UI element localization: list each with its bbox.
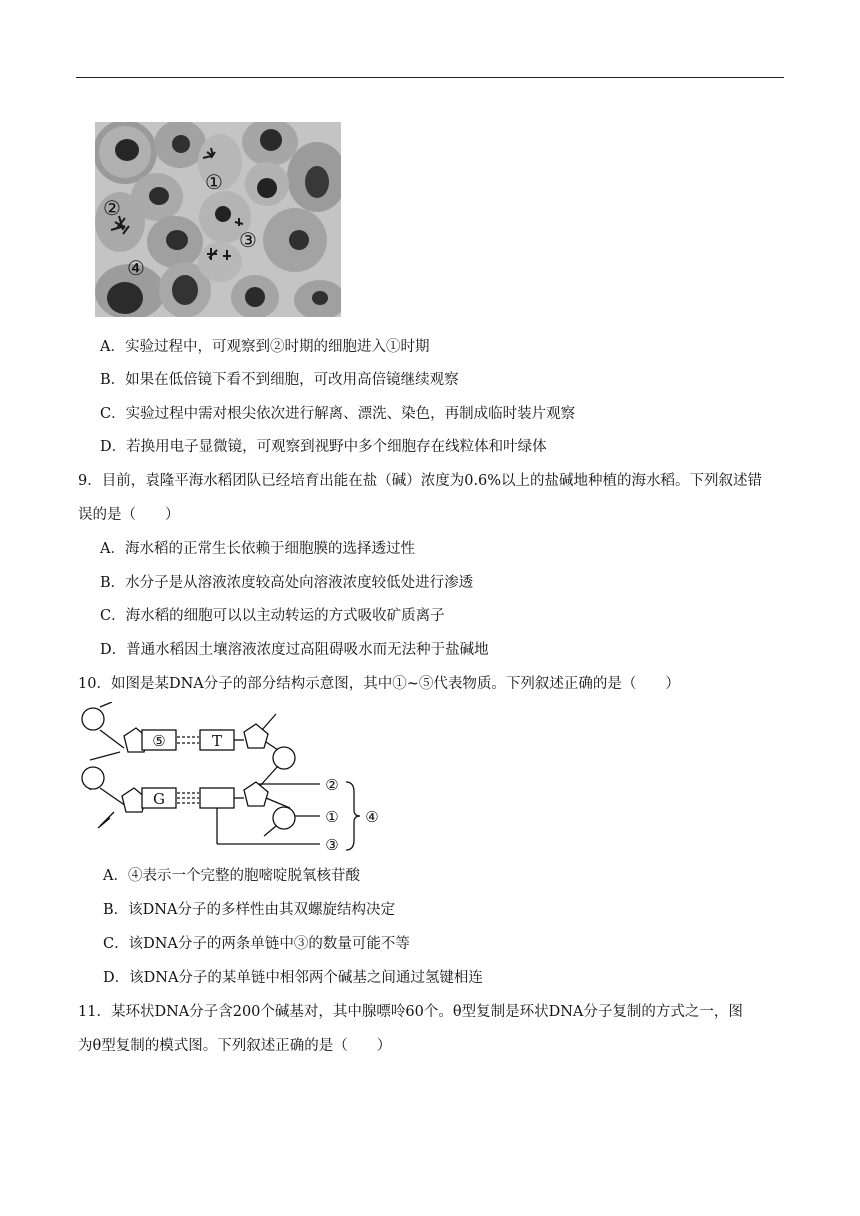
q9-option-d: D．普通水稻因土壤溶液浓度过高阻碍吸水而无法种于盐碱地 [100, 642, 489, 658]
hydrogen-bonds [177, 737, 199, 803]
boxG-text: G [153, 790, 165, 808]
q10-option-c: C．该DNA分子的两条单链中③的数量可能不等 [103, 936, 410, 952]
backbone-line [260, 766, 278, 786]
backbone-tick [98, 818, 110, 828]
q8-option-d: D．若换用电子显微镜，可观察到视野中多个细胞存在线粒体和叶绿体 [100, 439, 547, 455]
label-1: ① [205, 170, 223, 194]
label-3: ③ [239, 228, 257, 252]
backbone-tick [264, 826, 276, 836]
q9-option-c: C．海水稻的细胞可以以主动转运的方式吸收矿质离子 [100, 608, 445, 624]
base-box-c [200, 788, 234, 808]
q10-option-a: A．④表示一个完整的胞嘧啶脱氧核苷酸 [103, 868, 360, 884]
micrograph-svg [95, 122, 341, 317]
label-4: ④ [127, 256, 145, 280]
q10-option-d: D．该DNA分子的某单链中相邻两个碱基之间通过氢键相连 [103, 970, 483, 986]
label-2: ② [103, 196, 121, 220]
micrograph-figure [95, 122, 341, 317]
phosphate-circle [273, 807, 295, 829]
backbone-line [266, 742, 278, 750]
q8-option-b: B．如果在低倍镜下看不到细胞，可改用高倍镜继续观察 [100, 372, 459, 388]
backbone-line [100, 730, 124, 748]
box5-text: ⑤ [152, 732, 166, 750]
q9-stem-line2: 误的是（ ） [78, 507, 180, 523]
phosphate-circle [273, 747, 295, 769]
dna-structure-svg [80, 702, 380, 862]
backbone-line [90, 752, 120, 760]
q9-stem-line1: 9．目前，袁隆平海水稻团队已经培育出能在盐（碱）浓度为0.6%以上的盐碱地种植的海水稻。下列叙述错 [78, 473, 763, 489]
header-rule [76, 77, 784, 78]
label-4-text: ④ [365, 808, 379, 826]
label-2-text: ② [325, 776, 339, 794]
q10-stem: 10．如图是某DNA分子的部分结构示意图，其中①~⑤代表物质。下列叙述正确的是（ ） [78, 676, 680, 692]
backbone-line [100, 812, 114, 826]
label-1-text: ① [325, 808, 339, 826]
label-3-text: ③ [325, 836, 339, 854]
bracket [346, 782, 360, 850]
q11-stem-line2: 为θ型复制的模式图。下列叙述正确的是（ ） [78, 1038, 392, 1054]
leader-line-1a [266, 798, 290, 808]
q8-option-c: C．实验过程中需对根尖依次进行解离、漂洗、染色，再制成临时装片观察 [100, 406, 576, 422]
phosphate-circle [82, 767, 104, 789]
q9-option-a: A．海水稻的正常生长依赖于细胞膜的选择透过性 [100, 541, 415, 557]
q10-option-b: B．该DNA分子的多样性由其双螺旋结构决定 [103, 902, 395, 918]
q9-option-b: B．水分子是从溶液浓度较高处向溶液浓度较低处进行渗透 [100, 575, 474, 591]
phosphate-circle [82, 708, 104, 730]
q8-option-a: A．实验过程中，可观察到②时期的细胞进入①时期 [100, 339, 430, 355]
backbone-tick [262, 714, 276, 730]
boxT-text: T [211, 732, 223, 750]
pentose-pentagon [244, 782, 268, 806]
dna-structure-figure [80, 702, 380, 862]
backbone-tick [100, 702, 112, 707]
q11-stem-line1: 11．某环状DNA分子含200个碱基对，其中腺嘌呤60个。θ型复制是环状DNA分子复制的方式之一，图 [78, 1004, 743, 1020]
